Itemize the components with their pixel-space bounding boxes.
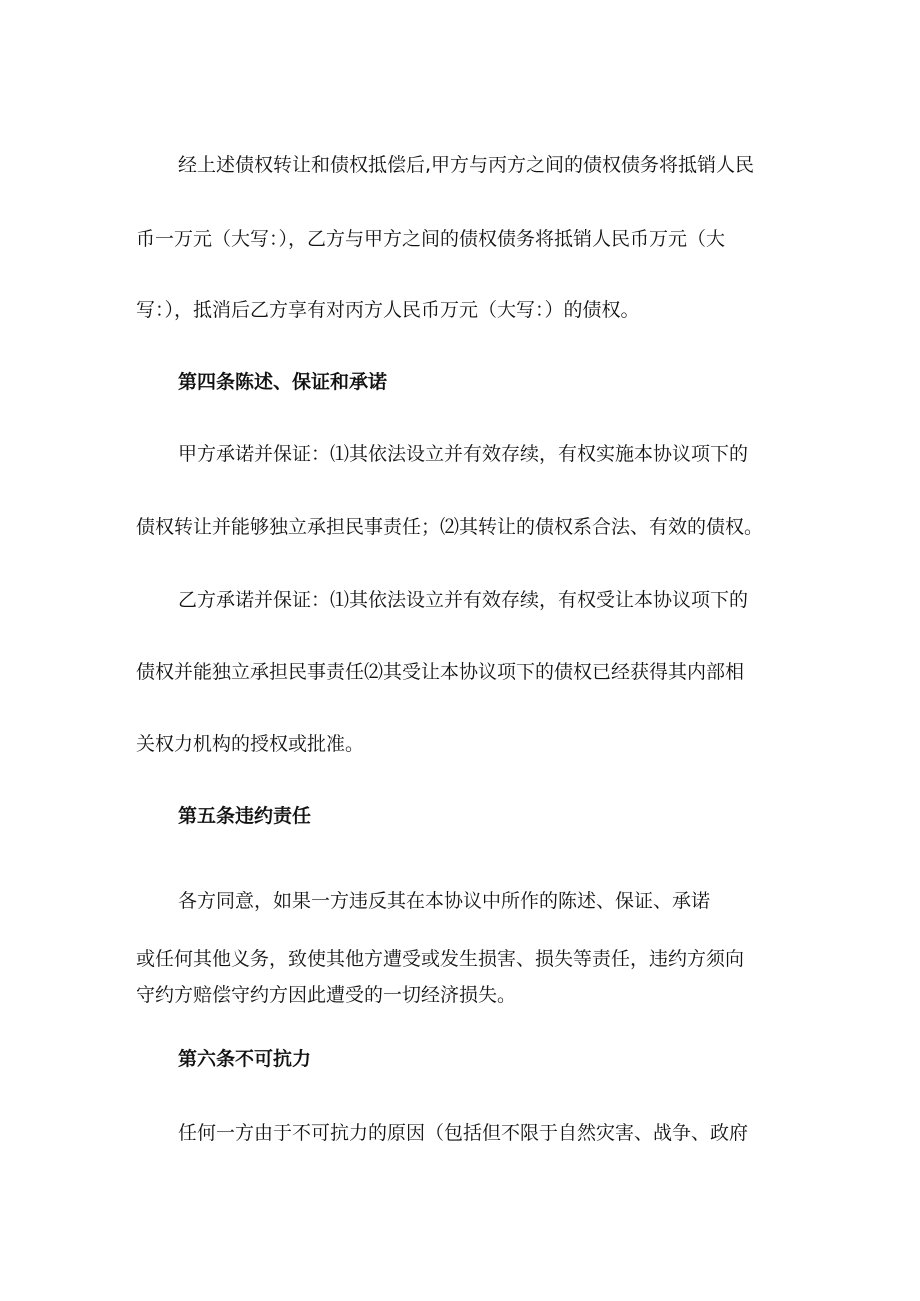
paragraph-line: 各方同意，如果一方违反其在本协议中所作的陈述、保证、承诺 — [178, 890, 711, 912]
paragraph-line: 债权转让并能够独立承担民事责任；⑵其转让的债权系合法、有效的债权。 — [136, 516, 764, 538]
article-5-heading: 第五条违约责任 — [178, 805, 312, 827]
paragraph-line: 经上述债权转让和债权抵偿后,甲方与丙方之间的债权债务将抵销人民 — [178, 154, 755, 176]
paragraph-line: 任何一方由于不可抗力的原因（包括但不限于自然灾害、战争、政府 — [178, 1122, 749, 1144]
paragraph-line: 币一万元（大写：），乙方与甲方之间的债权债务将抵销人民币万元（大 — [136, 228, 726, 250]
article-6-heading: 第六条不可抗力 — [178, 1048, 312, 1070]
paragraph-line: 甲方承诺并保证：⑴其依法设立并有效存续，有权实施本协议项下的 — [178, 443, 749, 465]
paragraph-line: 守约方赔偿守约方因此遭受的一切经济损失。 — [136, 984, 517, 1006]
paragraph-line: 乙方承诺并保证：⑴其依法设立并有效存续，有权受让本协议项下的 — [178, 589, 749, 611]
paragraph-line: 或任何其他义务，致使其他方遭受或发生损害、损失等责任，违约方须向 — [136, 948, 745, 970]
paragraph-line: 写：），抵消后乙方享有对丙方人民币万元（大写：）的债权。 — [136, 299, 640, 321]
article-4-heading: 第四条陈述、保证和承诺 — [178, 371, 388, 393]
paragraph-line: 关权力机构的授权或批准。 — [136, 733, 365, 755]
paragraph-line: 债权并能独立承担民事责任⑵其受让本协议项下的债权已经获得其内部相 — [136, 661, 745, 683]
